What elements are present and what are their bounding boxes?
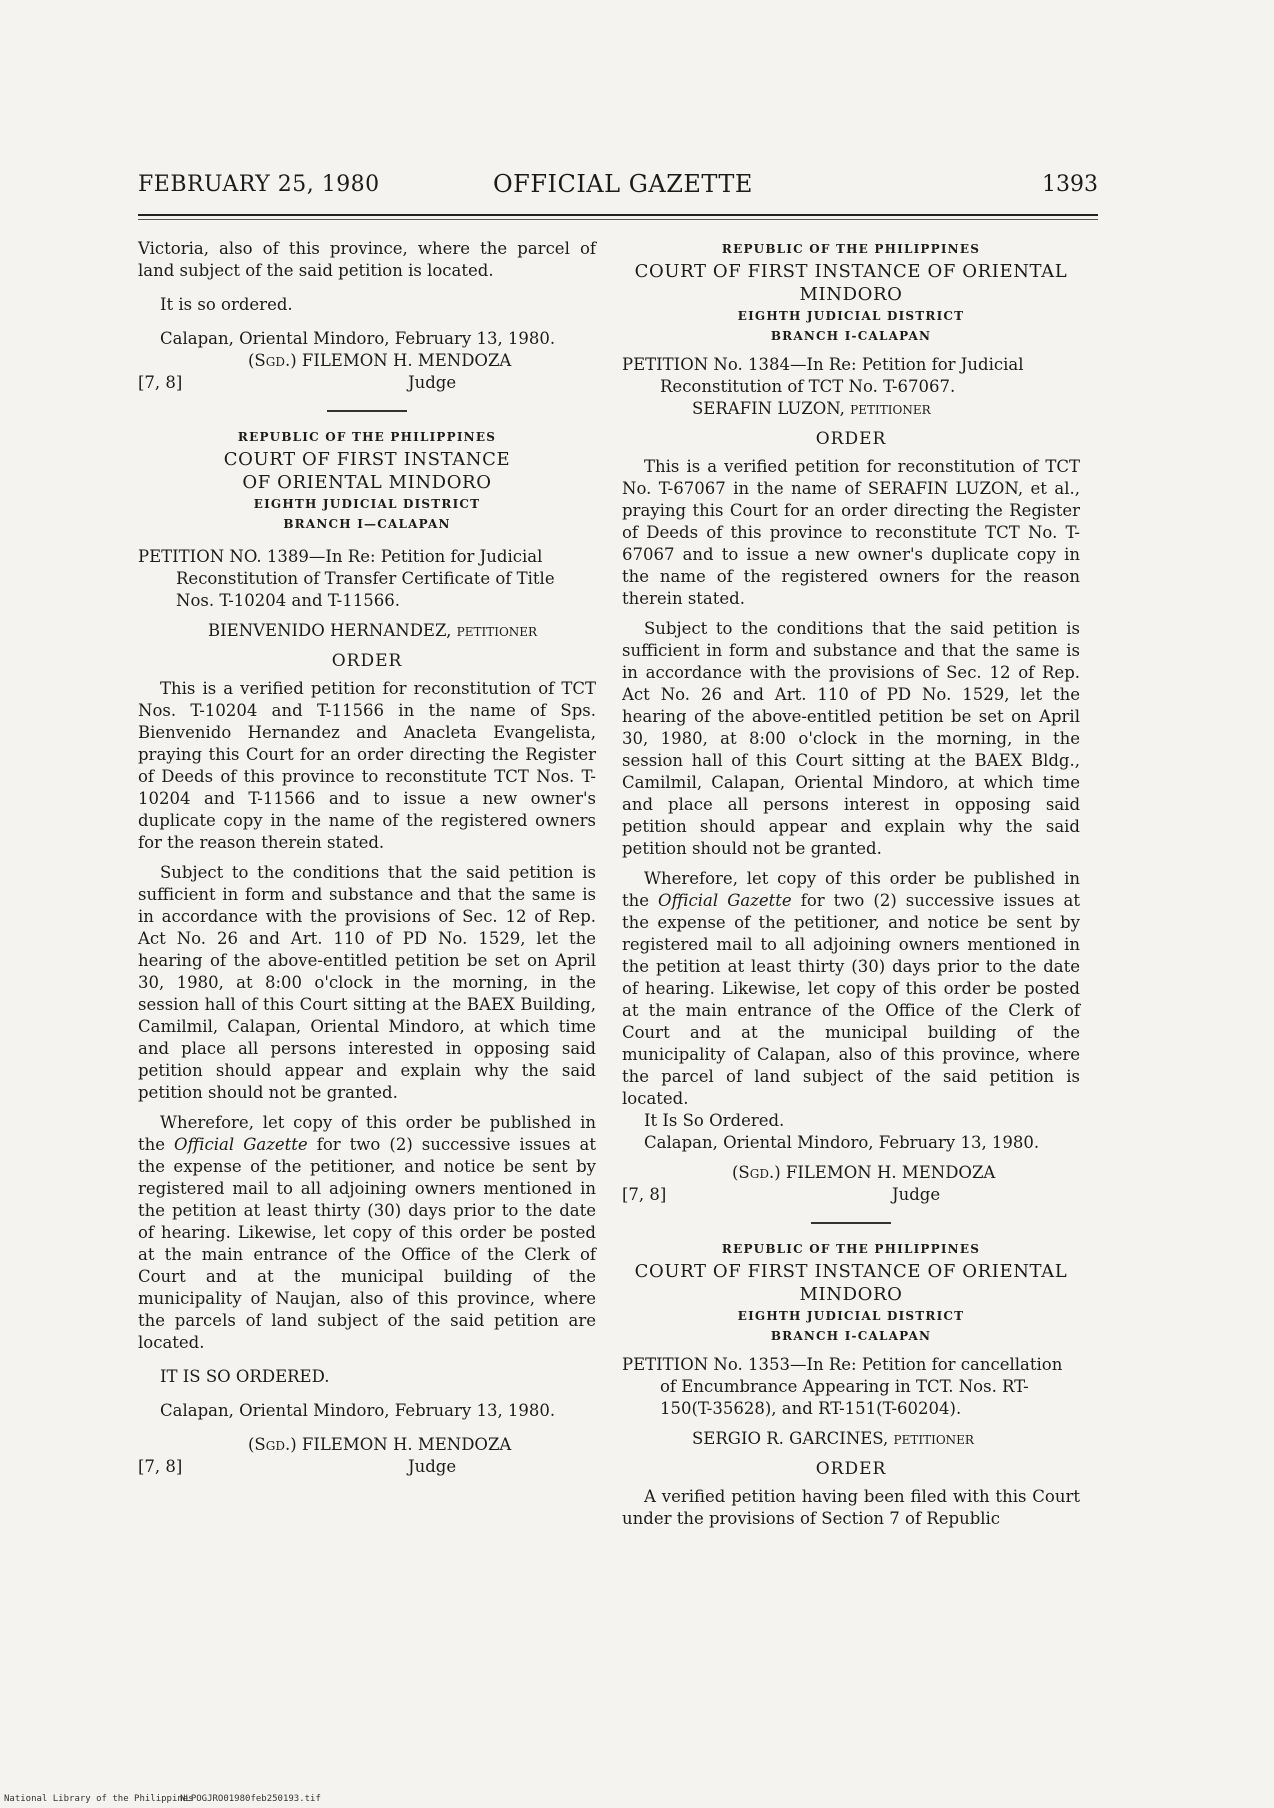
district-heading: EIGHTH JUDICIAL DISTRICT bbox=[737, 1309, 965, 1323]
header-rule-thin bbox=[138, 219, 1098, 220]
paragraph-text: Wherefore, let copy of this order be published in the bbox=[138, 1113, 596, 1154]
judge-title: Judge bbox=[408, 373, 457, 392]
signature: (Sgd.) FILEMON H. MENDOZA bbox=[248, 1435, 512, 1454]
district-heading: EIGHTH JUDICIAL DISTRICT bbox=[737, 309, 965, 323]
header-rule bbox=[138, 214, 1098, 216]
footer-library: National Library of the Philippines bbox=[4, 1794, 194, 1804]
branch-heading: BRANCH I—CALAPAN bbox=[283, 517, 451, 531]
right-column bbox=[622, 238, 1080, 1530]
continued-paragraph: Victoria, also of this province, where the parcel of land subject of the said petition is located. bbox=[138, 239, 596, 280]
order-paragraph-2: Subject to the conditions that the said petition is sufficient in form and substance and that the same is in accordance with the provisions of Sec. 12 of Rep. Act No. 26 and Art. 110 of PD No. 1529, let the hearing of the above-entitled petition be set on April 30, 1980, at 8:00 o'clock in the morning, in the session hall of this Court sitting at the BAEX Building, Camilmil, Calapan, Oriental Mindoro, at which time and place all persons interested in opposing said petition should appear and explain why the said petition should not be granted. bbox=[138, 863, 596, 1102]
court-heading: COURT OF FIRST INSTANCE OF ORIENTAL bbox=[634, 1261, 1068, 1282]
republic-heading: REPUBLIC OF THE PHILIPPINES bbox=[721, 242, 981, 256]
district-heading: EIGHTH JUDICIAL DISTRICT bbox=[253, 497, 481, 511]
petition-title: PETITION No. 1384—In Re: Petition for Judicial Reconstitution of TCT No. T-67067. bbox=[622, 355, 1024, 396]
signature-block bbox=[138, 1434, 596, 1480]
signature: (Sgd.) FILEMON H. MENDOZA bbox=[732, 1163, 996, 1182]
gazette-italic: Official Gazette bbox=[174, 1135, 308, 1154]
branch-heading: BRANCH I-CALAPAN bbox=[770, 329, 932, 343]
page-header bbox=[138, 172, 1098, 208]
petitioner: BIENVENIDO HERNANDEZ, petitioner bbox=[208, 621, 538, 640]
signature: (Sgd.) FILEMON H. MENDOZA bbox=[248, 351, 512, 370]
court-heading-2: OF ORIENTAL MINDORO bbox=[242, 472, 492, 493]
court-heading: COURT OF FIRST INSTANCE OF ORIENTAL bbox=[634, 261, 1068, 282]
republic-heading: REPUBLIC OF THE PHILIPPINES bbox=[237, 430, 497, 444]
order-paragraph-3 bbox=[138, 1112, 596, 1354]
section-divider bbox=[327, 410, 407, 412]
footer-filename: NLPOGJRO01980feb250193.tif bbox=[180, 1794, 321, 1804]
signature-block bbox=[138, 350, 596, 396]
judge-title: Judge bbox=[408, 1457, 457, 1476]
reference: [7, 8] bbox=[138, 373, 183, 392]
republic-heading: REPUBLIC OF THE PHILIPPINES bbox=[721, 1242, 981, 1256]
gazette-italic: Official Gazette bbox=[658, 891, 792, 910]
notice-1353 bbox=[622, 1238, 1080, 1530]
petition-title: PETITION No. 1353—In Re: Petition for cancellation of Encumbrance Appearing in TCT. Nos. RT-150(T-35628), and RT-151(T-60204). bbox=[622, 1355, 1063, 1418]
order-paragraph-3 bbox=[622, 868, 1080, 1110]
header-date: FEBRUARY 25, 1980 bbox=[138, 172, 380, 197]
court-heading-2: MINDORO bbox=[799, 1284, 903, 1305]
order-paragraph-1: This is a verified petition for reconstitution of TCT Nos. T-10204 and T-11566 in the name of Sps. Bienvenido Hernandez and Anacleta Evangelista, praying this Court for an order directing the Register of Deeds of this province to reconstitute TCT Nos. T-10204 and T-11566 and to issue a new owner's duplicate copy in the name of the registered owners for the reason therein stated. bbox=[138, 679, 596, 852]
paragraph-text: for two (2) successive issues at the expense of the petitioner, and notice be sent by registered mail to all adjoining owners mentioned in the petition at least thirty (30) days prior to the date of hearing. Likewise, let copy of this order be posted at the main entrance of the Office of the Clerk of Court and at the municipal building of the municipality of Naujan, also of this province, where the parcels of land subject of the said petition are located. bbox=[138, 1135, 596, 1352]
place-date: Calapan, Oriental Mindoro, February 13, 1980. bbox=[160, 329, 556, 348]
so-ordered: IT IS SO ORDERED. bbox=[160, 1367, 330, 1386]
judge-title: Judge bbox=[892, 1185, 941, 1204]
order-paragraph-1: A verified petition having been filed with this Court under the provisions of Section 7 of Republic bbox=[622, 1487, 1080, 1528]
signature-block bbox=[622, 1162, 1080, 1208]
place-date: Calapan, Oriental Mindoro, February 13, 1980. bbox=[644, 1133, 1040, 1152]
order-paragraph-1: This is a verified petition for reconstitution of TCT No. T-67067 in the name of SERAFIN LUZON, et al., praying this Court for an order directing the Register of Deeds of this province to reconstitute TCT No. T-67067 and to issue a new owner's duplicate copy in the name of the registered owners for the reason therein stated. bbox=[622, 457, 1080, 608]
so-ordered: It Is So Ordered. bbox=[644, 1111, 785, 1130]
header-page-number: 1393 bbox=[1042, 172, 1098, 197]
section-divider bbox=[811, 1222, 891, 1224]
reference: [7, 8] bbox=[622, 1185, 667, 1204]
order-paragraph-2: Subject to the conditions that the said petition is sufficient in form and substance and that the same is in accordance with the provisions of Sec. 12 of Rep. Act No. 26 and Art. 110 of PD No. 1529, let the hearing of the above-entitled petition be set on April 30, 1980, at 8:00 o'clock in the morning, in the session hall of this Court sitting at the BAEX Bldg., Camilmil, Calapan, Oriental Mindoro, at which time and place all persons interest in opposing said petition should appear and explain why the said petition should not be granted. bbox=[622, 619, 1080, 858]
place-date: Calapan, Oriental Mindoro, February 13, 1980. bbox=[160, 1401, 556, 1420]
branch-heading: BRANCH I-CALAPAN bbox=[770, 1329, 932, 1343]
header-title: OFFICIAL GAZETTE bbox=[493, 170, 753, 198]
notice-1384 bbox=[622, 238, 1080, 1208]
order-heading: ORDER bbox=[815, 429, 887, 449]
order-heading: ORDER bbox=[815, 1459, 887, 1479]
paragraph-text: Wherefore, let copy of this order be published in the bbox=[622, 869, 1080, 910]
petitioner: SERAFIN LUZON, petitioner bbox=[692, 399, 931, 418]
order-heading: ORDER bbox=[331, 651, 403, 671]
paragraph-text: for two (2) successive issues at the expense of the petitioner, and notice be sent by registered mail to all adjoining owners mentioned in the petition at least thirty (30) days prior to the date of hearing. Likewise, let copy of this order be posted at the main entrance of the Office of the Clerk of Court and at the municipal building of the municipality of Calapan, also of this province, where the parcel of land subject of the said petition is located. bbox=[622, 891, 1080, 1108]
left-column bbox=[138, 238, 596, 1480]
petition-title: PETITION NO. 1389—In Re: Petition for Judicial Reconstitution of Transfer Certificate of Title Nos. T-10204 and T-11566. bbox=[138, 547, 555, 610]
so-ordered: It is so ordered. bbox=[160, 295, 293, 314]
court-heading: COURT OF FIRST INSTANCE bbox=[223, 449, 511, 470]
notice-1389 bbox=[138, 426, 596, 1480]
petitioner: SERGIO R. GARCINES, petitioner bbox=[692, 1429, 974, 1448]
court-heading-2: MINDORO bbox=[799, 284, 903, 305]
reference: [7, 8] bbox=[138, 1457, 183, 1476]
